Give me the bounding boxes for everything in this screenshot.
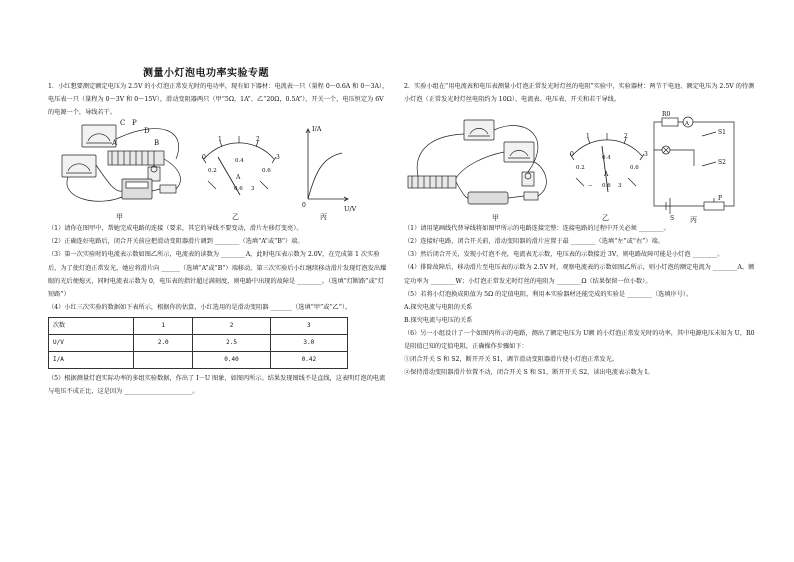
- fig-label-jia: 甲: [116, 213, 123, 222]
- table-cell: I/A: [49, 351, 134, 368]
- graph-ylabel: I/A: [312, 125, 322, 134]
- circuit-label-s1: S1: [718, 129, 726, 137]
- table-header-cell: 3: [270, 317, 347, 334]
- meter-tick-02: 0.2: [208, 168, 217, 175]
- q2-option-b: B.探究电流与电压的关系: [404, 316, 473, 324]
- table-row: [49, 317, 348, 334]
- q2-part1: （1）请用笔画线代替导线将如图甲所示的电路连接完整：连接电路的过程中开关必须 ________。: [404, 225, 670, 233]
- table-header-cell: 次数: [49, 317, 134, 334]
- letter-b: B: [154, 139, 160, 148]
- q1-intro: 1．小红想要测定额定电压为 2.5V 的小灯泡正常发光时的电功率，现有如下器材：电流表一只（量程 0～0.6A 和 0～3A），电压表一只（量程为 0～3V 和 0～15V），滑动变阻器两只（甲“5Ω，1A”、乙“20Ω，0.5A”），开关一个，电压恒定为 6V 的电源一个，导线若干。: [48, 83, 389, 117]
- q1-part5: （5）根据测量灯泡实际功率的多组实验数据，作出了 I－U 图象，如图丙所示。结果发现图线不是直线，这表明灯泡的电流与电压不成正比，这是因为 ______________________。: [48, 374, 386, 396]
- q2-meter-tick-06: 0.6: [630, 165, 639, 172]
- q2-fig-label-yi: 乙: [602, 214, 609, 223]
- q1-part3: （3）第一次实验时的电流表示数如图乙所示，电流表的读数为 ________A，此时电压表示数为 2.0V，在完成第 1 次实验后，为了使灯泡正常发光，她应将滑片向 ______（选填“A”或“B”）端移动，第三次实验后小红继续移动滑片发现灯泡发出耀眼的光后便熄灭，同时电流表示数为 0，电压表的指针超过满刻度，则电路中出现的故障是 ________。（选填“灯断路”或“灯短路”）: [48, 251, 387, 298]
- meter-tick-3: 3: [276, 154, 280, 162]
- meter-tick-2: 2: [256, 136, 260, 144]
- meter-tick-06: 0.6: [262, 168, 271, 175]
- circuit-label-r0: R0: [662, 111, 671, 119]
- q2-fig-label-bing: 丙: [690, 216, 697, 225]
- table-cell: 2.0: [134, 334, 193, 351]
- table-cell: [134, 351, 193, 368]
- q2-figures: [404, 106, 756, 225]
- q2-meter-terminal-06: 0.6: [602, 183, 611, 190]
- meter-tick-1: 1: [218, 136, 222, 144]
- q2-part5: （5）若将小灯泡换成阻值为 5Ω 的定值电阻，利用本实验器材还能完成的实验是 ________（选填序号）。: [404, 290, 693, 298]
- graph-xlabel: U/V: [344, 205, 357, 214]
- q2-meter-tick-0: 0: [570, 151, 574, 159]
- q2-part6: （6）另一小组设计了一个如图丙所示的电路，测出了额定电压为 U额 的小灯泡正常发光时的功率，其中电源电压未知为 U，R0 是阻值已知的定值电阻，正确操作步骤如下：: [404, 329, 755, 351]
- page-title: 测量小灯泡电功率实验专题: [143, 68, 269, 79]
- meter-tick-04: 0.4: [235, 158, 244, 165]
- table-cell: 2.5: [193, 334, 270, 351]
- q2-step1: ①闭合开关 S 和 S2，断开开关 S1，调节滑动变阻器滑片使小灯泡正常发光。: [404, 356, 619, 364]
- q2-meter-tick-04: 0.4: [602, 155, 611, 162]
- q2-step2: ②保持滑动变阻器滑片位置不动，闭合开关 S 和 S1，断开开关 S2，读出电流表示数为 I。: [404, 369, 654, 377]
- fig-label-bing: 丙: [320, 213, 327, 222]
- q2-part4: （4）排除故障后，移动滑片至电压表的示数为 2.5V 时，观察电流表的示数如图乙所示，则小灯泡的额定电流为 ________A，额定功率为 ________W；小灯泡正常发光时灯丝的电阻为 ________Ω（结果保留一位小数）。: [404, 264, 755, 285]
- circuit-label-a: A: [685, 121, 689, 128]
- q2-meter-unit: A: [604, 171, 609, 179]
- table-header-cell: 1: [134, 317, 193, 334]
- table-header-cell: 2: [193, 317, 270, 334]
- q2-meter-tick-02: 0.2: [576, 165, 585, 172]
- table-row: [49, 334, 348, 351]
- meter-unit: A: [236, 174, 241, 182]
- q1-part1: （1）请你在图甲中，帮她完成电路的连接（要求，其它的导线不要变动，滑片左移灯变亮）。: [48, 225, 303, 233]
- q2-part3: （3）然后闭合开关，发现小灯泡不亮，电流表无示数，电压表的示数接近 3V，则电路故障可能是小灯泡 ________。: [404, 251, 724, 259]
- q2-intro: 2．实验小组在“用电流表和电压表测量小灯泡正常发光时灯丝的电阻”实验中，实验器材：两节干电池、额定电压为 2.5V 的待测小灯泡（正常发光时灯丝电阻约为 10Ω）、电流表、电压表、开关和若干导线。: [404, 83, 755, 104]
- table-cell: 0.40: [193, 351, 270, 368]
- q2-option-a: A.探究电流与电阻的关系: [404, 303, 473, 311]
- circuit-label-p: P: [718, 195, 723, 203]
- q1-data-table: [48, 317, 348, 369]
- q1-part4: （4）小红三次实验的数据如下表所示，根据你的估算，小红选用的是滑动变阻器 _______（选填“甲”或“乙”）。: [48, 303, 352, 311]
- question-1: [48, 80, 390, 398]
- meter-tick-0: 0: [202, 154, 206, 162]
- meter-terminal-06: 0.6: [234, 186, 243, 193]
- q2-meter-tick-2: 2: [624, 133, 628, 141]
- table-cell: U/V: [49, 334, 134, 351]
- circuit-label-s: S: [670, 215, 675, 223]
- q1-part2: （2）正确连好电路后，闭合开关前应把滑动变阻器滑片调到 ________（选填“A”或“B”）端。: [48, 238, 304, 246]
- table-cell: 0.42: [270, 351, 347, 368]
- q2-meter-tick-3: 3: [644, 151, 648, 159]
- question-2: [404, 80, 756, 379]
- table-row: [49, 351, 348, 368]
- graph-origin: 0: [302, 202, 306, 210]
- q2-meter-minus: −: [588, 183, 593, 190]
- q2-fig-label-jia: 甲: [492, 214, 499, 223]
- meter-terminal-3: 3: [251, 186, 255, 193]
- fig-label-yi: 乙: [232, 213, 239, 222]
- letter-p: P: [132, 119, 137, 128]
- q2-meter-terminal-3: 3: [618, 183, 622, 190]
- letter-d: D: [144, 127, 150, 136]
- letter-c: C: [120, 119, 126, 128]
- q1-figures: [48, 119, 390, 222]
- table-cell: 3.0: [270, 334, 347, 351]
- letter-a: A: [112, 139, 118, 148]
- q2-meter-tick-1: 1: [586, 133, 590, 141]
- circuit-label-s2: S2: [718, 159, 726, 167]
- q2-part2: （2）连接好电路，闭合开关前，滑动变阻器的滑片应置于最 ________（选填“左”或“右”）端。: [404, 238, 664, 246]
